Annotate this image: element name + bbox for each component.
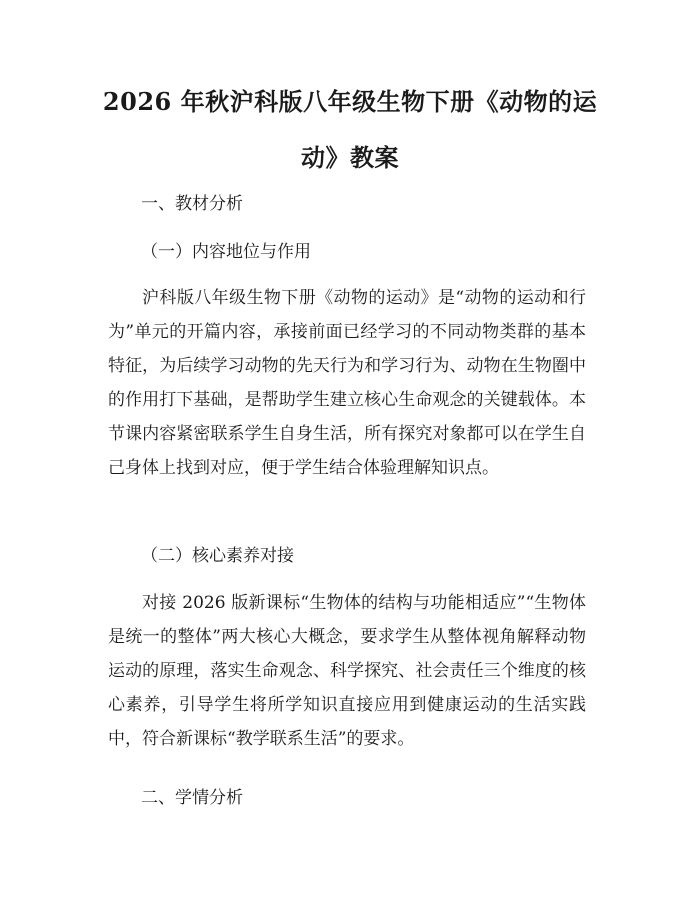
paragraph-core-literacy: 对接 2026 版新课标“生物体的结构与功能相适应”“生物体是统一的整体”两大核心大概念，要求学生从整体视角解释动物运动的原理，落实生命观念、科学探究、社会责任三个维度的核心素养，引导学生将所学知识直接应用到健康运动的生活实践中，符合新课标“教学联系生活”的要求。 (108, 593, 586, 749)
subsection-heading-content-position: （一）内容地位与作用 (141, 242, 311, 262)
subsection-heading-core-literacy: （二）核心素养对接 (141, 546, 294, 566)
section-heading-student-analysis: 二、学情分析 (141, 788, 243, 808)
section-heading-teaching-material: 一、教材分析 (141, 194, 243, 214)
document-title: 2026 年秋沪科版八年级生物下册《动物的运动》教案 (102, 87, 598, 172)
paragraph-content-position: 沪科版八年级生物下册《动物的运动》是“动物的运动和行为”单元的开篇内容，承接前面已经学习的不同动物类群的基本特征，为后续学习动物的先天行为和学习行为、动物在生物圈中的作用打下基础，是帮助学生建立核心生命观念的关键载体。本节课内容紧密联系学生自身生活，所有探究对象都可以在学生自己身体上找到对应，便于学生结合体验理解知识点。 (108, 288, 586, 478)
